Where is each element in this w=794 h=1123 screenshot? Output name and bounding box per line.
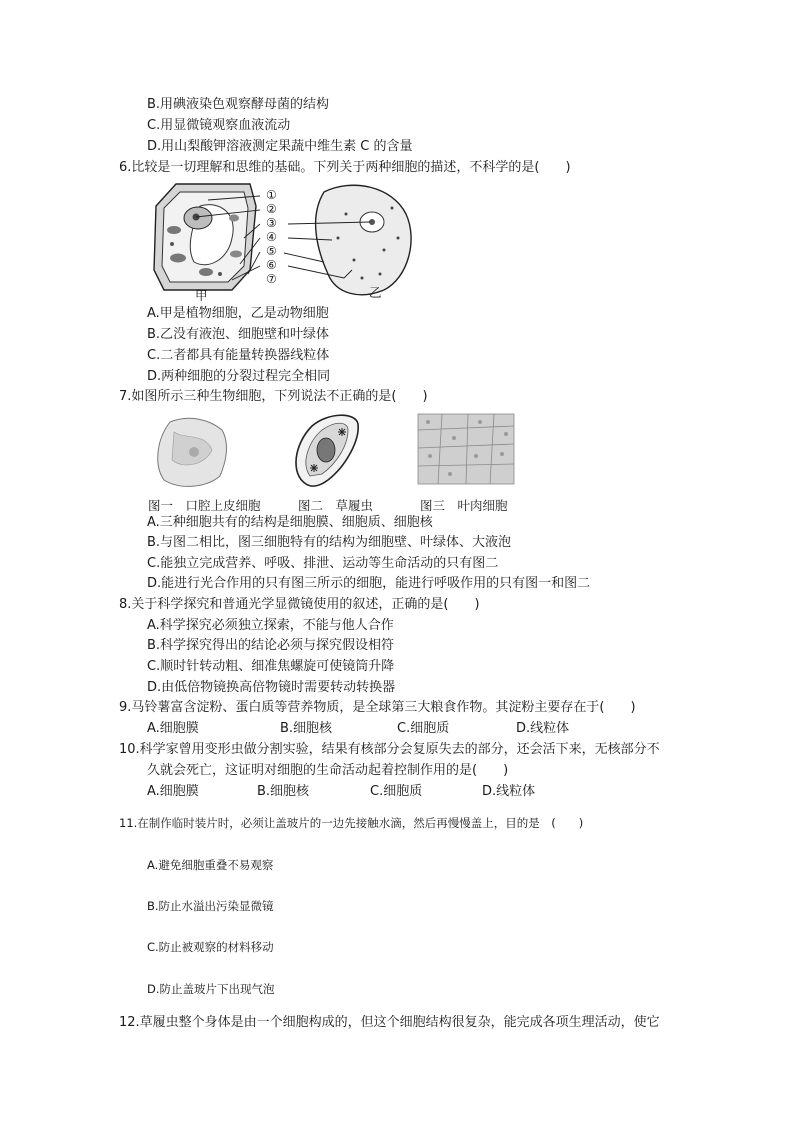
q6-stem: 6.比较是一切理解和思维的基础。下列关于两种细胞的描述，不科学的是( ) — [119, 160, 571, 175]
mesophyll-cell-figure — [418, 414, 514, 484]
q10-options — [147, 783, 667, 801]
q6-marker-7: ⑦ — [266, 272, 277, 286]
q6-marker-1: ① — [266, 188, 277, 202]
q9-option-b: B.细胞核 — [280, 721, 333, 736]
q6-marker-4: ④ — [266, 230, 277, 244]
q7-option-b: B.与图二相比，图三细胞特有的结构为细胞壁、叶绿体、大液泡 — [147, 535, 512, 550]
q8-option-b: B.科学探究得出的结论必须与探究假设相符 — [147, 638, 395, 653]
q9-option-c: C.细胞质 — [397, 721, 450, 736]
q11-stem: 11.在制作临时装片时，必须让盖玻片的一边先接触水滴，然后再慢慢盖上，目的是 ( ) — [119, 816, 584, 830]
cheek-cell-figure — [158, 418, 227, 486]
plant-cell-figure — [154, 184, 256, 290]
q7-option-a: A.三种细胞共有的结构是细胞膜、细胞质、细胞核 — [147, 515, 433, 530]
q8-option-d: D.由低倍物镜换高倍物镜时需要转动转换器 — [147, 680, 396, 695]
q9-options — [147, 720, 667, 738]
q11-option-d: D.防止盖玻片下出现气泡 — [147, 982, 275, 996]
q10-option-c: C.细胞质 — [370, 784, 423, 799]
q6-option-c: C.二者都具有能量转换器线粒体 — [147, 348, 330, 363]
q5-option-b: B.用碘液染色观察酵母菌的结构 — [147, 97, 330, 112]
q9-option-d: D.线粒体 — [516, 721, 570, 736]
q6-marker-3: ③ — [266, 216, 277, 230]
q6-label-yi: 乙 — [369, 285, 382, 300]
paramecium-figure — [296, 415, 358, 486]
q7-stem: 7.如图所示三种生物细胞，下列说法不正确的是( ) — [119, 389, 428, 404]
q9-stem: 9.马铃薯富含淀粉、蛋白质等营养物质，是全球第三大粮食作物。其淀粉主要存在于( ) — [119, 700, 636, 715]
q8-stem: 8.关于科学探究和普通光学显微镜使用的叙述，正确的是( ) — [119, 597, 480, 612]
q8-option-a: A.科学探究必须独立探索，不能与他人合作 — [147, 618, 394, 633]
q7-caption-1: 图一 口腔上皮细胞 — [148, 498, 261, 513]
q7-option-c: C.能独立完成营养、呼吸、排泄、运动等生命活动的只有图二 — [147, 556, 499, 571]
q6-label-jia: 甲 — [195, 288, 208, 303]
q9-option-a: A.细胞膜 — [147, 721, 199, 736]
q12-stem: 12.草履虫整个身体是由一个细胞构成的，但这个细胞结构很复杂，能完成各项生理活动，使它 — [119, 1015, 660, 1030]
q8-option-c: C.顺时针转动粗、细准焦螺旋可使镜筒升降 — [147, 659, 395, 674]
q6-option-d: D.两种细胞的分裂过程完全相同 — [147, 369, 331, 384]
q6-marker-5: ⑤ — [266, 244, 277, 258]
q5-option-c: C.用显微镜观察血液流动 — [147, 118, 291, 133]
q7-caption-2: 图二 草履虫 — [298, 498, 374, 513]
q10-option-b: B.细胞核 — [257, 784, 310, 799]
q10-stem-line-2: 久就会死亡，这证明对细胞的生命活动起着控制作用的是( ) — [147, 763, 509, 778]
q10-stem-line-1: 10.科学家曾用变形虫做分割实验，结果有核部分会复原失去的部分，还会活下来，无核部分不 — [119, 742, 660, 757]
q6-marker-6: ⑥ — [266, 258, 277, 272]
q6-marker-2: ② — [266, 202, 277, 216]
q11-option-c: C.防止被观察的材料移动 — [147, 940, 274, 954]
q6-option-b: B.乙没有液泡、细胞壁和叶绿体 — [147, 327, 330, 342]
q6-option-a: A.甲是植物细胞，乙是动物细胞 — [147, 306, 329, 321]
q10-option-a: A.细胞膜 — [147, 784, 199, 799]
q10-option-d: D.线粒体 — [482, 784, 536, 799]
q11-option-b: B.防止水溢出污染显微镜 — [147, 899, 274, 913]
q7-option-d: D.能进行光合作用的只有图三所示的细胞，能进行呼吸作用的只有图一和图二 — [147, 576, 591, 591]
q7-figures — [150, 410, 520, 492]
q5-option-d: D.用山梨酸钾溶液测定果蔬中维生素 C 的含量 — [147, 139, 413, 154]
q7-caption-3: 图三 叶肉细胞 — [420, 498, 508, 513]
q11-option-a: A.避免细胞重叠不易观察 — [147, 858, 274, 872]
